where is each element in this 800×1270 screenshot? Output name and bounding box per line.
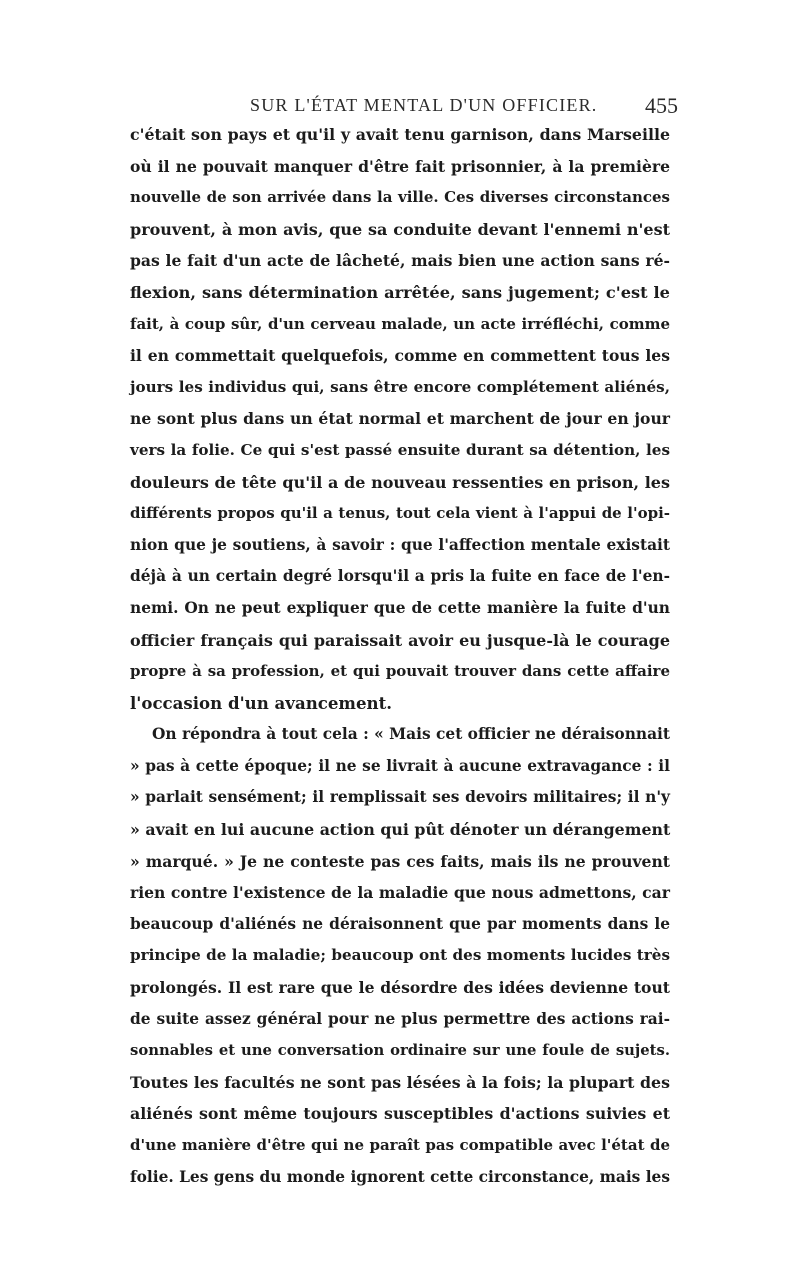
running-title: SUR L'ÉTAT MENTAL D'UN OFFICIER. [250, 95, 598, 115]
text-line: officier français qui paraissait avoir eu jusque-là le courage [130, 630, 670, 650]
text-line: nion que je soutiens, à savoir : que l'affection mentale existait [130, 535, 670, 554]
text-line: sonnables et une conversation ordinaire sur une foule de sujets. [130, 1042, 670, 1060]
text-line: prouvent, à mon avis, que sa conduite devant l'ennemi n'est [130, 219, 670, 239]
text-line: douleurs de tête qu'il a de nouveau ressenties en prison, les [130, 472, 670, 492]
page-number: 455 [645, 93, 678, 118]
text-line: jours les individus qui, sans être encore complétement aliénés, [130, 377, 670, 396]
text-line: où il ne pouvait manquer d'être fait prisonnier, à la première [130, 156, 670, 176]
text-line: Toutes les facultés ne sont pas lésées à la fois; la plupart des [130, 1072, 670, 1092]
text-line: il en commettait quelquefois, comme en commettent tous les [130, 346, 670, 366]
text-line: pas le fait d'un acte de lâcheté, mais bien une action sans ré- [130, 251, 670, 271]
text-line: prolongés. Il est rare que le désordre des idées devienne tout [130, 978, 670, 998]
text-line: folie. Les gens du monde ignorent cette circonstance, mais les [130, 1167, 671, 1186]
text-line: principe de la maladie; beaucoup ont des moments lucides très [130, 946, 670, 965]
paragraph-end-line: l'occasion d'un avancement. [130, 692, 393, 713]
running-head [130, 95, 678, 119]
text-line: » pas à cette époque; il ne se livrait à aucune extravagance : il [130, 756, 670, 775]
text-line: nemi. On ne peut expliquer que de cette manière la fuite d'un [130, 598, 670, 617]
text-line: » avait en lui aucune action qui pût dénoter un dérangement [130, 820, 671, 840]
text-line: c'était son pays et qu'il y avait tenu garnison, dans Marseille [130, 125, 670, 144]
text-line: propre à sa profession, et qui pouvait trouver dans cette affaire [130, 662, 670, 681]
text-line: beaucoup d'aliénés ne déraisonnent que par moments dans le [130, 914, 670, 933]
text-line: » parlait sensément; il remplissait ses devoirs militaires; il n'y [130, 788, 670, 807]
text-line: fait, à coup sûr, d'un cerveau malade, un acte irréfléchi, comme [130, 314, 670, 333]
text-line: » marqué. » Je ne conteste pas ces faits, mais ils ne prouvent [130, 851, 670, 871]
text-line: aliénés sont même toujours susceptibles d'actions suivies et [130, 1104, 670, 1124]
text-line: flexion, sans détermination arrêtée, sans jugement; c'est le [130, 282, 670, 302]
text-line: différents propos qu'il a tenus, tout cela vient à l'appui de l'opi- [130, 504, 670, 523]
text-line: d'une manière d'être qui ne paraît pas compatible avec l'état de [130, 1136, 670, 1154]
text-line: vers la folie. Ce qui s'est passé ensuite durant sa détention, les [130, 440, 670, 459]
text-line: déjà à un certain degré lorsqu'il a pris la fuite en face de l'en- [130, 567, 670, 586]
text-line: de suite assez général pour ne plus permettre des actions rai- [130, 1009, 670, 1028]
paragraph-start-line: On répondra à tout cela : « Mais cet officier ne déraisonnait [152, 725, 670, 744]
body-text [130, 119, 670, 1193]
text-line: nouvelle de son arrivée dans la ville. Ces diverses circonstances [130, 188, 670, 207]
text-line: rien contre l'existence de la maladie que nous admettons, car [130, 883, 670, 903]
text-line: ne sont plus dans un état normal et marchent de jour en jour [130, 409, 670, 429]
